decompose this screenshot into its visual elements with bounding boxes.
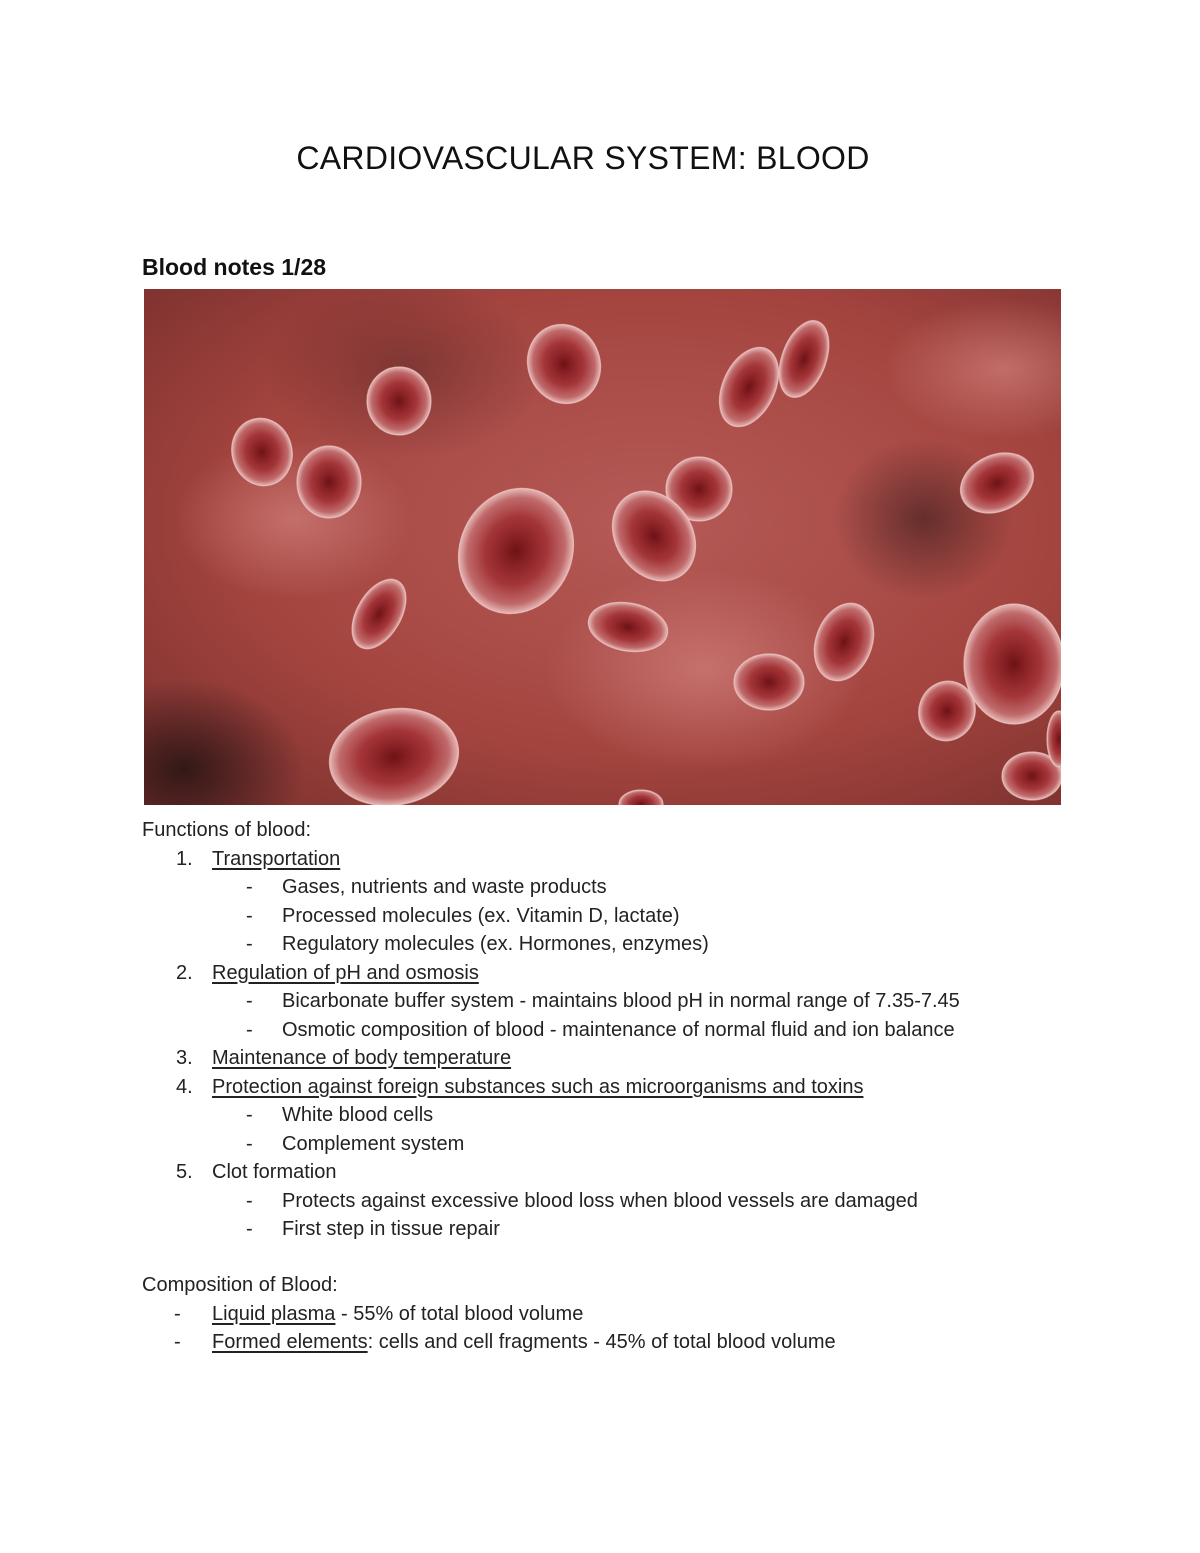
subitem-text: Gases, nutrients and waste products xyxy=(282,876,607,898)
dash-bullet: - xyxy=(246,1189,253,1212)
subitem-text: Processed molecules (ex. Vitamin D, lactate) xyxy=(282,904,680,927)
function-item xyxy=(142,845,341,874)
dash-bullet: - xyxy=(246,933,253,955)
list-number: 1. xyxy=(176,847,193,870)
function-subitem xyxy=(142,930,709,959)
composition-term: Liquid plasma xyxy=(212,1302,336,1325)
blood-cell-shape xyxy=(964,604,1061,724)
composition-list xyxy=(142,1300,836,1357)
function-label: Maintenance of body temperature xyxy=(212,1047,512,1069)
functions-list xyxy=(142,845,960,1244)
function-subitem xyxy=(142,1016,955,1045)
function-subitem xyxy=(142,902,680,931)
composition-item xyxy=(142,1300,584,1329)
blood-cell-shape xyxy=(297,446,361,518)
subitem-text: Osmotic composition of blood - maintenance of normal fluid and ion balance xyxy=(282,1018,955,1041)
function-item xyxy=(142,1044,512,1073)
subitem-text: Regulatory molecules (ex. Hormones, enzymes) xyxy=(282,933,709,955)
dash-bullet: - xyxy=(246,1018,253,1041)
dash-bullet: - xyxy=(174,1302,181,1325)
function-item xyxy=(142,959,479,988)
function-subitem xyxy=(142,1130,465,1159)
page-title: CARDIOVASCULAR SYSTEM: BLOOD xyxy=(296,140,870,176)
composition-item xyxy=(142,1328,836,1357)
blood-cell-shape xyxy=(367,367,431,435)
composition-term: Formed elements xyxy=(212,1331,368,1353)
function-item xyxy=(142,1073,864,1102)
function-subitem xyxy=(142,987,960,1016)
subitem-text: First step in tissue repair xyxy=(282,1218,500,1240)
function-subitem xyxy=(142,1215,500,1244)
function-label: Transportation xyxy=(212,847,341,870)
dash-bullet: - xyxy=(246,1132,253,1155)
blood-cell-shape xyxy=(734,654,804,710)
composition-detail: : cells and cell fragments - 45% of total blood volume xyxy=(367,1331,836,1353)
dash-bullet: - xyxy=(246,904,253,927)
composition-intro: Composition of Blood: xyxy=(142,1274,338,1296)
subitem-text: Complement system xyxy=(282,1132,465,1155)
list-number: 5. xyxy=(176,1161,193,1183)
subitem-text: Bicarbonate buffer system - maintains blood pH in normal range of 7.35-7.45 xyxy=(282,990,960,1012)
composition-text xyxy=(212,1328,836,1357)
function-subitem xyxy=(142,1101,434,1130)
composition-text xyxy=(212,1300,583,1329)
function-label: Regulation of pH and osmosis xyxy=(212,961,479,984)
functions-section xyxy=(142,816,960,1244)
functions-intro: Functions of blood: xyxy=(142,819,311,841)
function-subitem xyxy=(142,1187,918,1216)
dash-bullet: - xyxy=(246,1104,253,1126)
dash-bullet: - xyxy=(246,876,253,898)
section-heading: Blood notes 1/28 xyxy=(142,254,327,280)
list-number: 4. xyxy=(176,1075,193,1098)
list-number: 3. xyxy=(176,1047,193,1069)
function-item xyxy=(142,1158,337,1187)
function-label: Protection against foreign substances such as microorganisms and toxins xyxy=(212,1075,864,1098)
list-number: 2. xyxy=(176,961,193,984)
composition-section xyxy=(142,1271,836,1357)
red-blood-cells-image xyxy=(144,289,1061,805)
dash-bullet: - xyxy=(174,1331,181,1353)
dash-bullet: - xyxy=(246,1218,253,1240)
function-subitem xyxy=(142,873,607,902)
composition-detail: - 55% of total blood volume xyxy=(335,1302,584,1325)
subitem-text: White blood cells xyxy=(282,1104,434,1126)
subitem-text: Protects against excessive blood loss when blood vessels are damaged xyxy=(282,1189,918,1212)
dash-bullet: - xyxy=(246,990,253,1012)
function-label: Clot formation xyxy=(212,1161,337,1183)
